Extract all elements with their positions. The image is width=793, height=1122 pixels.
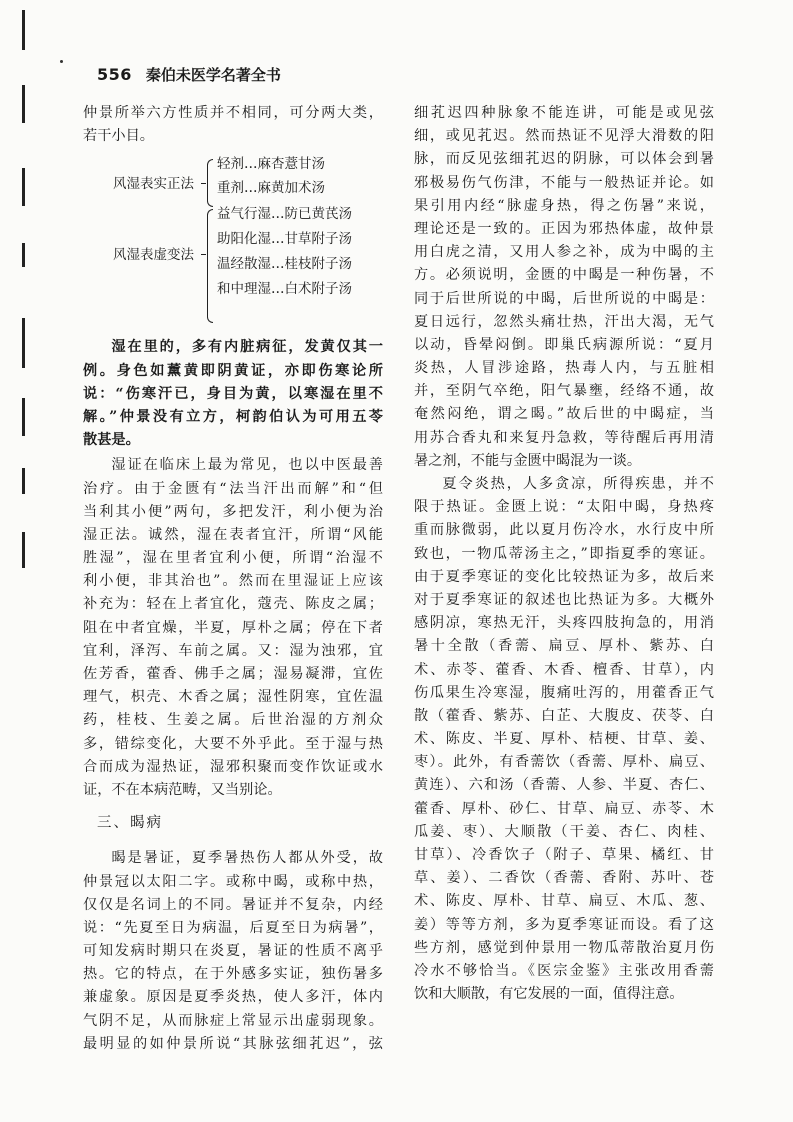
text-line: 伤瓜果生冷寒湿，腹痛吐泻的，用藿香正气 xyxy=(414,684,714,701)
text-line: 合而成为湿热证，湿邪积聚而变作饮证或水 xyxy=(83,758,383,775)
text-line: 以动，昏晕闷倒。即巢氏病源所说：“夏月 xyxy=(414,336,714,353)
text-line: 并，至阴气卒绝，阳气暴壅，经络不通，故 xyxy=(414,383,714,400)
text-line: 致也，一物瓜蒂汤主之，”即指夏季的寒证。 xyxy=(414,545,714,562)
text-line: 感阴凉，寒热无汗，头疼四肢拘急的，用消 xyxy=(414,615,714,632)
brace-tip xyxy=(201,183,206,184)
text-line: 说：“先夏至日为病温，后夏至日为病暑”， xyxy=(83,919,383,936)
text-line: 夏令炎热，人多贪凉，所得疾患，并不 xyxy=(442,476,714,492)
classification-item: 助阳化湿…甘草附子汤 xyxy=(217,231,352,248)
text-line: 藿香、厚朴、砂仁、甘草、扁豆、赤苓、木 xyxy=(414,800,714,817)
binding-mark-1 xyxy=(22,10,25,50)
text-line: 可知发病时期只在炎夏，暑证的性质不离乎 xyxy=(83,943,383,960)
left-column xyxy=(83,102,383,1056)
classification-item: 益气行湿…防已黄芪汤 xyxy=(217,206,352,223)
text-line: 胜湿”，湿在里者宜利小便，所谓“治湿不 xyxy=(83,550,383,567)
binding-mark-6 xyxy=(22,398,25,436)
running-title: 秦伯未医学名著全书 xyxy=(145,66,281,84)
brace-2 xyxy=(207,209,213,323)
text-line: 湿在里的，多有内脏病征，发黄仅其一 xyxy=(111,339,383,356)
text-line: 气阴不足，从而脉症上常显示出虚弱现象。 xyxy=(83,1012,383,1029)
text-line: 理气，枳壳、木香之属；湿性阴寒，宜佐温 xyxy=(83,689,383,706)
text-line: 黄连）、六和汤（香薷、人参、半夏、杏仁、 xyxy=(414,777,714,794)
text-line: 仲景冠以太阳二字。或称中暍，或称中热， xyxy=(83,873,383,890)
classification-item: 重剂…麻黄加术汤 xyxy=(217,180,325,197)
text-line: 细芤迟四种脉象不能连讲，可能是或见弦 xyxy=(414,105,714,121)
text-line: 用白虎之清，又用人参之补，成为中暍的主 xyxy=(414,244,714,261)
brace-1 xyxy=(207,159,213,207)
text-line: 暑之剂，不能与金匮中暍混为一谈。 xyxy=(414,452,642,469)
text-line: 夏日远行，忽然头痛壮热，汗出大渴，无气 xyxy=(414,313,714,330)
text-line: 奄然闷绝，谓之暍。”故后世的中暍症，当 xyxy=(414,406,714,423)
binding-mark-5 xyxy=(22,318,25,368)
paragraph-damp-treatment xyxy=(83,454,383,802)
text-line: 甘草）、冷香饮子（附子、草果、橘红、甘 xyxy=(414,847,714,863)
text-line: 湿正法。诚然，湿在表者宜汗，所谓“风能 xyxy=(83,526,383,543)
right-column xyxy=(414,102,714,1006)
text-line: 些方剂，感觉到仲景用一物瓜蒂散治夏月伤 xyxy=(414,939,714,956)
classification-item: 温经散湿…桂枝附子汤 xyxy=(217,256,352,273)
text-line: 枣）。此外，有香薷饮（香薷、厚朴、扁豆、 xyxy=(414,754,714,771)
brace-tip xyxy=(201,254,206,255)
text-line: 兼虚象。原因是夏季炎热，使人多汗，体内 xyxy=(83,989,383,1006)
classification-item: 轻剂…麻杏薏甘汤 xyxy=(217,156,325,173)
text-line: 用苏合香丸和来复丹急救，等待醒后再用清 xyxy=(414,429,714,446)
page-number: 556 xyxy=(97,65,132,84)
page-header xyxy=(97,64,397,88)
text-line: 由于夏季寒证的变化比较热证为多，故后来 xyxy=(414,568,714,585)
text-line: 饮和大顺散，有它发展的一面，值得注意。 xyxy=(414,986,684,1003)
text-line: 对于夏季寒证的叙述也比热证为多。大概外 xyxy=(414,591,714,608)
text-line: 术、陈皮、厚朴、甘草、扁豆、木瓜、葱、 xyxy=(414,893,714,910)
text-line: 治疗。由于金匮有“法当汗出而解”和“但 xyxy=(83,480,383,497)
group-label-biao-xu: 风湿表虚变法 xyxy=(113,247,194,264)
text-line: 暍是暑证，夏季暑热伤人都从外受，故 xyxy=(111,850,383,867)
paragraph-pulse xyxy=(414,102,714,473)
paragraph-summer-cold xyxy=(414,473,714,1006)
text-line: 最明显的如仲景所说“其脉弦细芤迟”，弦 xyxy=(83,1035,383,1052)
text-line: 冷水不够恰当。《医宗金鉴》主张改用香薷 xyxy=(414,962,714,979)
text-line: 热。它的特点，在于外感多实证，独伤暑多 xyxy=(83,966,383,983)
text-line: 重而脉微弱，此以夏月伤冷水，水行皮中所 xyxy=(414,522,714,539)
text-line: 术、赤苓、藿香、木香、檀香、甘草），内 xyxy=(414,661,714,678)
text-line: 草、姜）、二香饮（香薷、香附、苏叶、苍 xyxy=(414,870,714,887)
text-line: 同于后世所说的中暍，后世所说的中暍是： xyxy=(414,290,714,307)
text-line: 药，桂枝、生姜之属。后世治湿的方剂众 xyxy=(83,712,383,729)
text-line: 若干小目。 xyxy=(83,128,154,145)
text-line: 多，错综变化，大要不外乎此。至于湿与热 xyxy=(83,735,383,752)
binding-mark-3 xyxy=(22,168,25,206)
classification-item: 和中理湿…白术附子汤 xyxy=(217,281,352,298)
text-line: 细，或见芤迟。然而热证不见浮大滑数的阳 xyxy=(414,128,714,145)
binding-mark-2 xyxy=(22,85,25,123)
text-line: 姜）等等方剂，多为夏季寒证而设。看了这 xyxy=(414,916,714,933)
classification-diagram xyxy=(83,153,383,328)
text-line: 理论还是一致的。正因为邪热体虚，故仲景 xyxy=(414,220,714,237)
text-line: 果引用内经“脉虚身热，得之伤暑”来说， xyxy=(414,197,714,214)
text-line: 证，不在本病范畴，又当别论。 xyxy=(83,781,282,798)
text-line: 补充为：轻在上者宜化，蔻壳、陈皮之属； xyxy=(83,596,383,613)
text-line: 湿证在临床上最为常见，也以中医最善 xyxy=(111,457,383,474)
text-line: 炎热，人冒涉途路，热毒人内，与五脏相 xyxy=(414,360,714,377)
group-label-biao-shi: 风湿表实正法 xyxy=(113,176,194,193)
text-line: 散甚是。 xyxy=(83,432,140,449)
text-line: 说：“伤寒汗已，身目为黄，以寒湿在里不 xyxy=(83,385,383,402)
text-line: 仲景所举六方性质并不相同，可分两大类， xyxy=(83,105,383,121)
text-line: 当利其小便”两句，多把发汗，利小便为治 xyxy=(83,503,383,520)
binding-mark-8 xyxy=(22,532,25,568)
paragraph-yellowing xyxy=(83,336,383,452)
binding-mark-7 xyxy=(22,468,25,494)
text-line: 宜利，泽泻、车前之属。又：湿为浊邪，宜 xyxy=(83,642,383,659)
text-line: 阻在中者宜燥，半夏，厚朴之属；停在下者 xyxy=(83,619,383,636)
text-line: 解。”仲景没有立方，柯韵伯认为可用五苓 xyxy=(83,408,383,425)
scan-speck xyxy=(60,60,63,63)
text-line: 术、陈皮、半夏、厚朴、桔梗、甘草、姜、 xyxy=(414,731,714,748)
text-line: 佐芳香，藿香、佛手之属；湿易凝滞，宜佐 xyxy=(83,666,383,682)
text-line: 例。身色如薰黄即阴黄证，亦即伤寒论所 xyxy=(83,362,383,379)
text-line: 暑十全散（香薷、扁豆、厚朴、紫苏、白 xyxy=(414,638,714,655)
text-line: 限于热证。金匮上说：“太阳中暍，身热疼 xyxy=(414,499,714,516)
text-line: 脉，而反见弦细芤迟的阴脉，可以体会到暑 xyxy=(414,151,714,168)
text-line: 散（藿香、紫苏、白芷、大腹皮、茯苓、白 xyxy=(414,707,714,724)
section-title: 三、暍病 xyxy=(97,815,163,832)
binding-mark-4 xyxy=(22,243,25,267)
text-line: 瓜姜、枣）、大顺散（干姜、杏仁、肉桂、 xyxy=(414,823,714,840)
text-line: 邪极易伤气伤津，不能与一般热证并论。如 xyxy=(414,174,714,191)
text-line: 方。必须说明，金匮的中暍是一种伤暑，不 xyxy=(414,267,714,284)
paragraph-ye-disease xyxy=(83,847,383,1056)
text-line: 利小便，非其治也”。然而在里湿证上应该 xyxy=(83,573,383,590)
text-line: 仅仅是名词上的不同。暑证并不复杂，内经 xyxy=(83,896,383,913)
